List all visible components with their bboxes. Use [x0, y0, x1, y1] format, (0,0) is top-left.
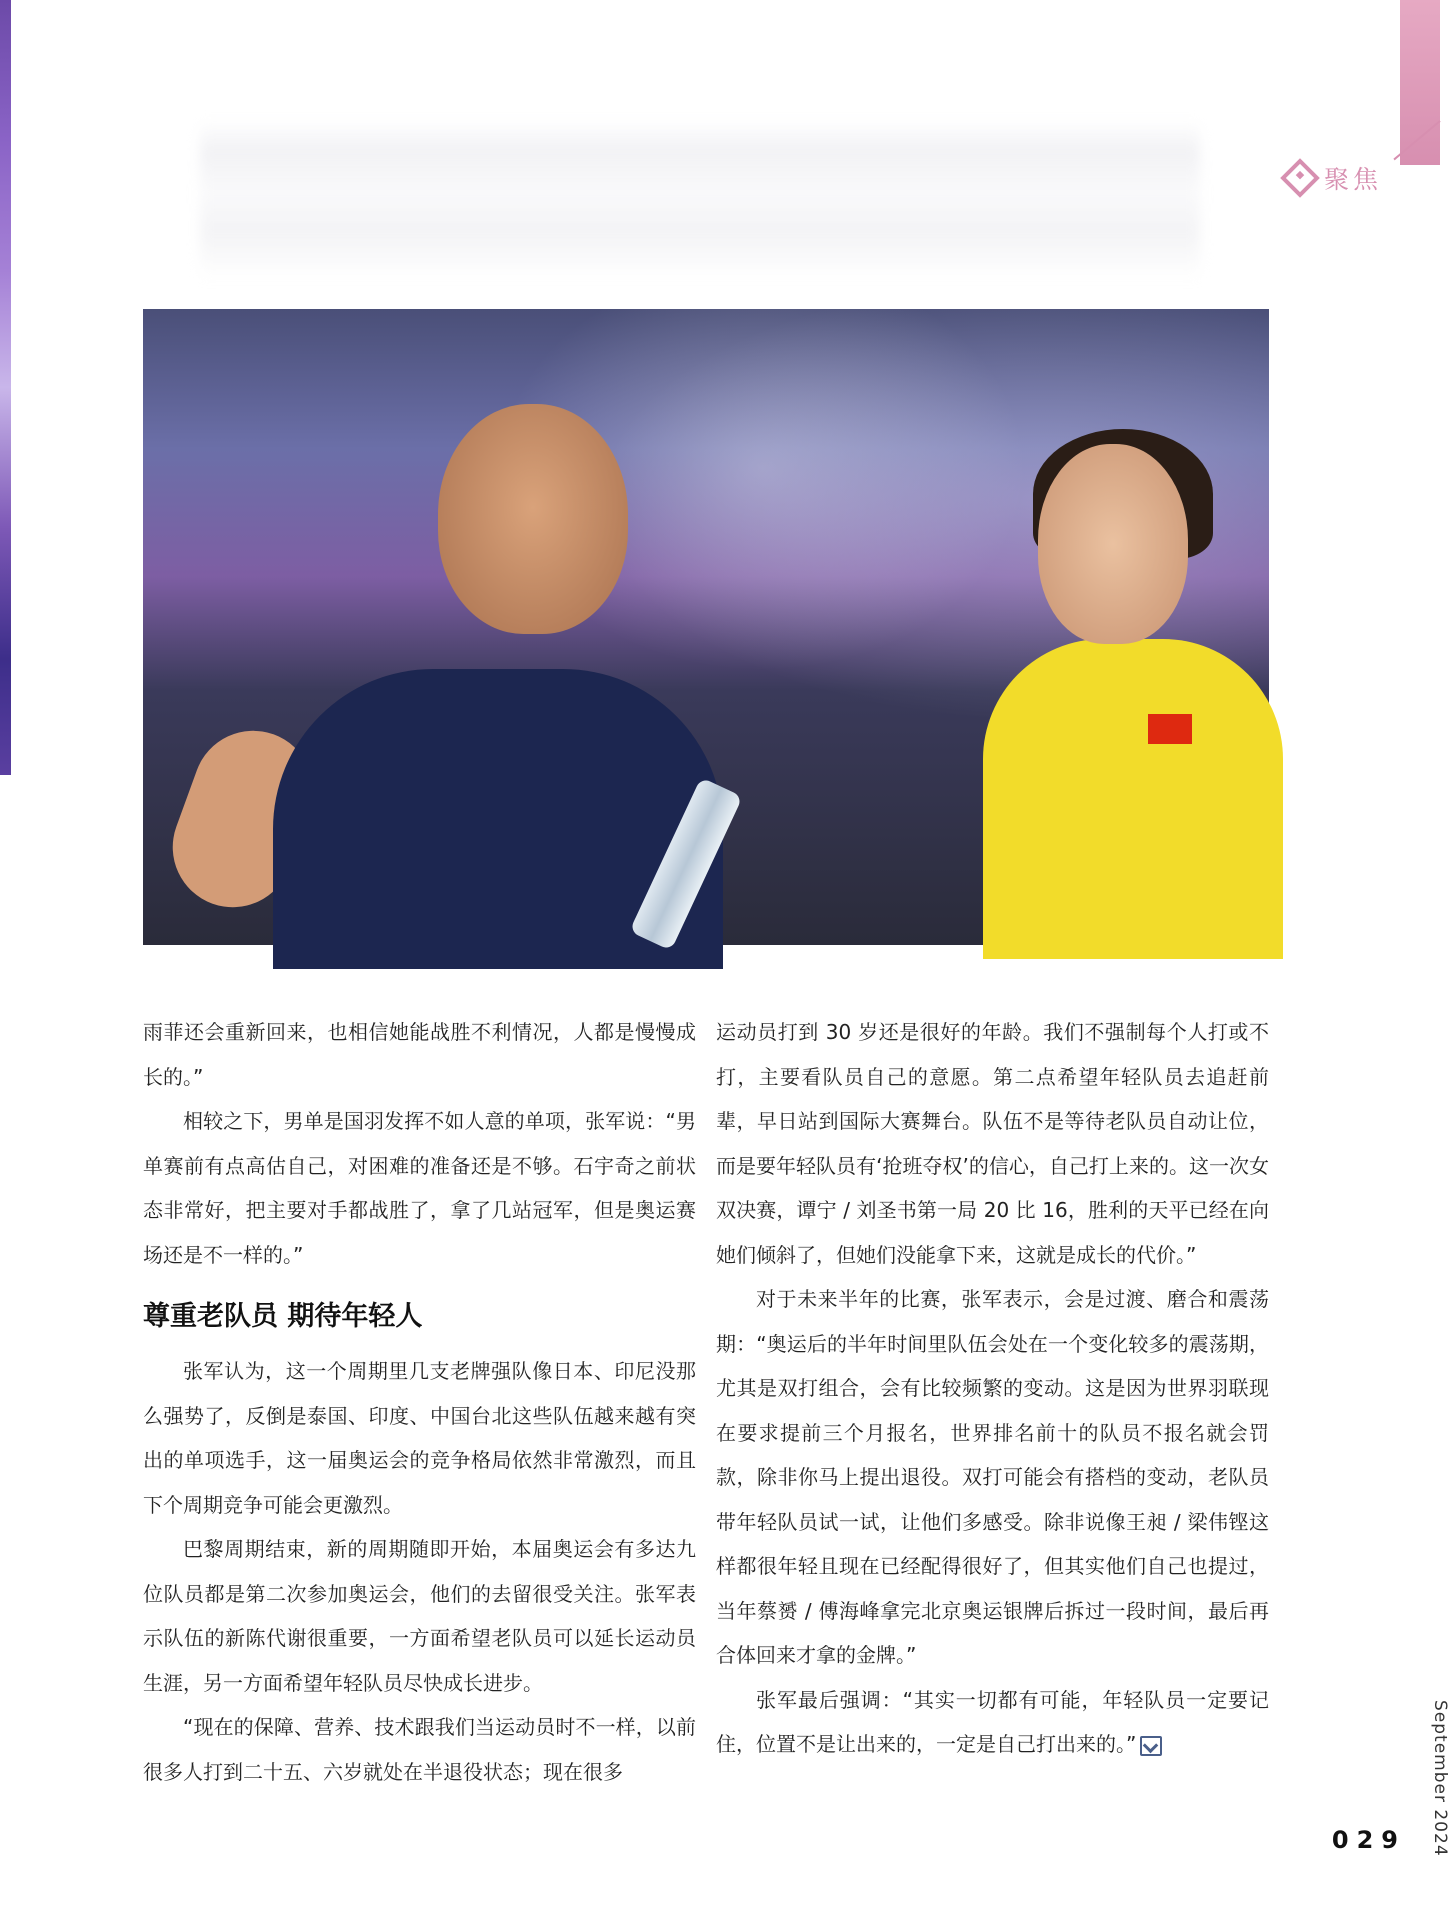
photo-player-body — [983, 639, 1283, 959]
section-subheading: 尊重老队员 期待年轻人 — [143, 1301, 423, 1332]
month-year: September 2024 — [1430, 1700, 1450, 1857]
photo-flag — [1148, 714, 1192, 744]
end-mark-icon — [1140, 1736, 1162, 1756]
corner-band — [1400, 0, 1440, 165]
photo-coach-head — [438, 404, 628, 634]
paragraph: 雨菲还会重新回来，也相信她能战胜不利情况，人都是慢慢成长的。” — [143, 1020, 696, 1089]
section-tag-label: 聚焦 — [1323, 165, 1382, 194]
paragraph: 相较之下，男单是国羽发挥不如人意的单项，张军说：“男单赛前有点高估自己，对困难的准备还是不够。石宇奇之前状态非常好，把主要对手都战胜了，拿了几站冠军，但是奥运赛场还是不一样的。” — [143, 1109, 696, 1267]
paragraph: 巴黎周期结束，新的周期随即开始，本届奥运会有多达九位队员都是第二次参加奥运会，他们的去留很受关注。张军表示队伍的新陈代谢很重要，一方面希望老队员可以延长运动员生涯，另一方面希望年轻队员尽快成长进步。 — [143, 1537, 696, 1695]
paragraph: 运动员打到 30 岁还是很好的年龄。我们不强制每个人打或不打，主要看队员自己的意愿。第二点希望年轻队员去追赶前辈，早日站到国际大赛舞台。队伍不是等待老队员自动让位，而是要年轻队员有‘抢班夺权’的信心，自己打上来的。这一次女双决赛，谭宁 / 刘圣书第一局 20 比 16，胜利的天平已经在向她们倾斜了，但她们没能拿下来，这就是成长的代价。” — [716, 1020, 1269, 1267]
paragraph-final — [716, 1678, 1269, 1767]
paragraph: 张军认为，这一个周期里几支老牌强队像日本、印尼没那么强势了，反倒是泰国、印度、中国台北这些队伍越来越有突出的单项选手，这一届奥运会的竞争格局依然非常激烈，而且下个周期竞争可能会更激烈。 — [143, 1359, 696, 1517]
faded-background-text — [200, 120, 1200, 280]
paragraph: “现在的保障、营养、技术跟我们当运动员时不一样，以前很多人打到二十五、六岁就处在半退役状态；现在很多 — [143, 1715, 696, 1784]
photo-player-head — [1038, 444, 1188, 644]
right-text-column — [716, 1010, 1269, 1767]
article-photo — [143, 309, 1269, 945]
page-number: 029 — [1331, 1826, 1406, 1854]
left-text-column — [143, 1010, 696, 1794]
section-tag — [1286, 160, 1382, 196]
decorative-strip — [0, 0, 11, 775]
paragraph: 对于未来半年的比赛，张军表示，会是过渡、磨合和震荡期：“奥运后的半年时间里队伍会处在一个变化较多的震荡期，尤其是双打组合，会有比较频繁的变动。这是因为世界羽联现在要求提前三个月报名，世界排名前十的队员不报名就会罚款，除非你马上提出退役。双打可能会有搭档的变动，老队员带年轻队员试一试，让他们多感受。除非说像王昶 / 梁伟铿这样都很年轻且现在已经配得很好了，但其实他们自己也提过，当年蔡赟 / 傅海峰拿完北京奥运银牌后拆过一段时间，最后再合体回来才拿的金牌。” — [716, 1287, 1269, 1667]
diamond-icon — [1280, 158, 1320, 198]
paragraph-text: 张军最后强调：“其实一切都有可能，年轻队员一定要记住，位置不是让出来的，一定是自己打出来的。” — [716, 1687, 1269, 1756]
